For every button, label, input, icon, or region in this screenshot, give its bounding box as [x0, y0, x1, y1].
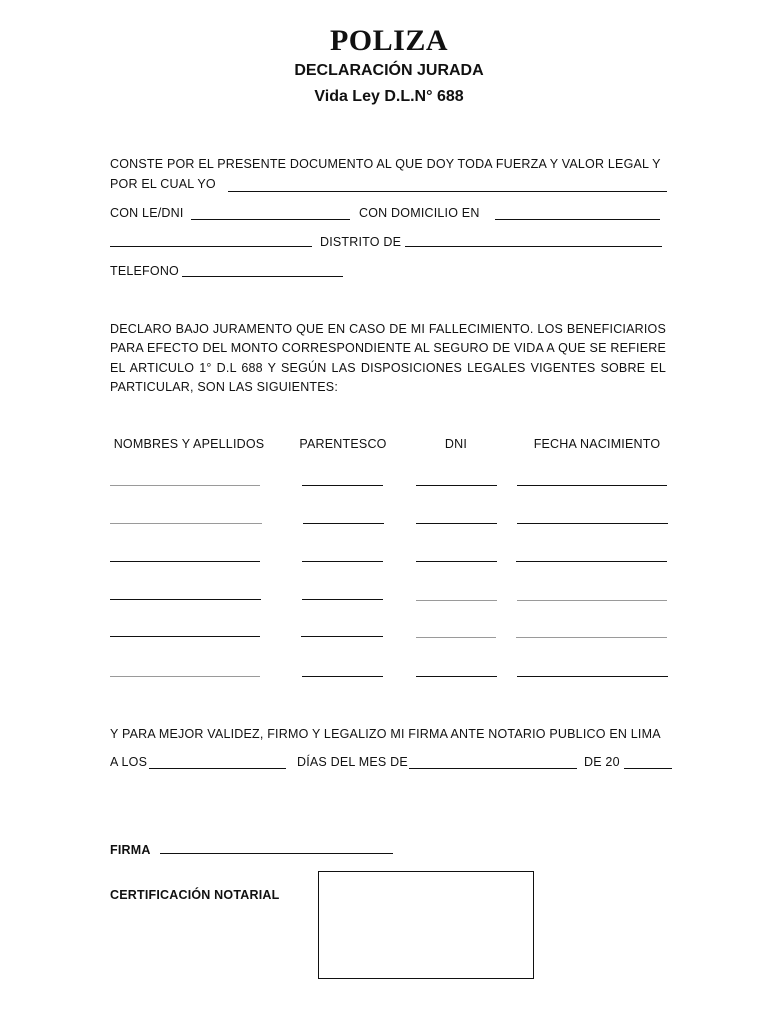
- beneficiary-dni-field[interactable]: [416, 676, 497, 677]
- year-field[interactable]: [624, 768, 672, 769]
- document-title: POLIZA: [329, 24, 449, 57]
- intro-line-1: CONSTE POR EL PRESENTE DOCUMENTO AL QUE DOY TODA FUERZA Y VALOR LEGAL Y: [110, 157, 661, 171]
- beneficiary-birthdate-field[interactable]: [517, 523, 668, 524]
- domicile-field[interactable]: [495, 219, 660, 220]
- beneficiary-relationship-field[interactable]: [302, 561, 383, 562]
- col-header-dni: DNI: [444, 437, 468, 451]
- name-field[interactable]: [228, 191, 667, 192]
- notary-certification-box[interactable]: [318, 871, 534, 979]
- beneficiary-name-field[interactable]: [110, 676, 260, 677]
- beneficiary-name-field[interactable]: [110, 561, 260, 562]
- declaration-paragraph: DECLARO BAJO JURAMENTO QUE EN CASO DE MI FALLECIMIENTO. LOS BENEFICIARIOS PARA EFECTO DEL MONTO CORRESPONDIENTE AL SEGURO DE VIDA A QUE SE REFIERE EL ARTICULO 1° D.L 688 Y SEGÚN LAS DISPOSICIONES LEGALES VIGENTES SOBRE EL PARTICULAR, SON LAS SIGUIENTES:: [110, 322, 666, 394]
- beneficiary-birthdate-field[interactable]: [516, 561, 667, 562]
- notary-certification-label: CERTIFICACIÓN NOTARIAL: [110, 888, 280, 902]
- dni-field[interactable]: [191, 219, 350, 220]
- month-field[interactable]: [409, 768, 577, 769]
- document-subtitle: DECLARACIÓN JURADA: [294, 62, 484, 79]
- beneficiary-dni-field[interactable]: [416, 523, 497, 524]
- beneficiary-dni-field[interactable]: [416, 561, 497, 562]
- law-reference: Vida Ley D.L.N° 688: [314, 88, 464, 105]
- district-label: DISTRITO DE: [320, 235, 402, 249]
- beneficiary-name-field[interactable]: [110, 636, 260, 637]
- col-header-names: NOMBRES Y APELLIDOS: [113, 437, 265, 451]
- year-label: DE 20: [584, 755, 620, 769]
- month-label: DÍAS DEL MES DE: [297, 755, 408, 769]
- signature-field[interactable]: [160, 853, 393, 854]
- beneficiary-relationship-field[interactable]: [302, 485, 383, 486]
- days-prefix-label: A LOS: [110, 755, 148, 769]
- domicile-label: CON DOMICILIO EN: [359, 206, 480, 220]
- beneficiary-dni-field[interactable]: [416, 637, 496, 638]
- address-field[interactable]: [110, 246, 312, 247]
- phone-field[interactable]: [182, 276, 343, 277]
- beneficiary-relationship-field[interactable]: [302, 599, 383, 600]
- days-field[interactable]: [149, 768, 286, 769]
- intro-line-2: POR EL CUAL YO: [110, 177, 216, 191]
- beneficiary-birthdate-field[interactable]: [517, 676, 668, 677]
- beneficiary-relationship-field[interactable]: [302, 676, 383, 677]
- beneficiary-relationship-field[interactable]: [303, 523, 384, 524]
- beneficiary-relationship-field[interactable]: [301, 636, 383, 637]
- dni-label: CON LE/DNI: [110, 206, 184, 220]
- beneficiary-dni-field[interactable]: [416, 600, 497, 601]
- district-field[interactable]: [405, 246, 662, 247]
- col-header-birthdate: FECHA NACIMIENTO: [533, 437, 661, 451]
- beneficiary-birthdate-field[interactable]: [517, 485, 667, 486]
- beneficiary-name-field[interactable]: [110, 599, 261, 600]
- beneficiary-name-field[interactable]: [110, 523, 262, 524]
- col-header-relationship: PARENTESCO: [299, 437, 387, 451]
- phone-label: TELEFONO: [110, 264, 179, 278]
- beneficiary-dni-field[interactable]: [416, 485, 497, 486]
- validation-statement: Y PARA MEJOR VALIDEZ, FIRMO Y LEGALIZO MI FIRMA ANTE NOTARIO PUBLICO EN LIMA: [110, 727, 661, 741]
- signature-label: FIRMA: [110, 843, 151, 857]
- beneficiary-name-field[interactable]: [110, 485, 260, 486]
- beneficiary-birthdate-field[interactable]: [517, 600, 667, 601]
- beneficiary-birthdate-field[interactable]: [516, 637, 667, 638]
